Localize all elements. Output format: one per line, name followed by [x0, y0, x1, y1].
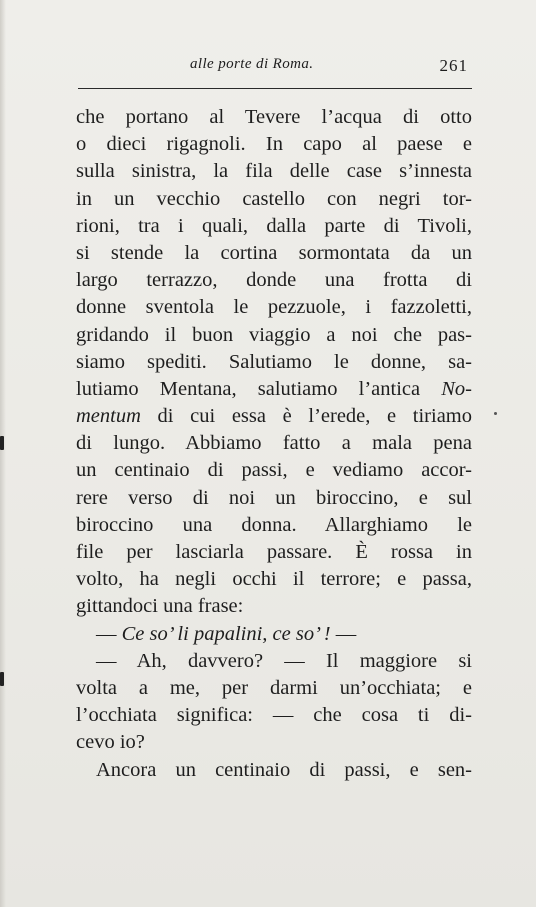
running-title: alle porte di Roma. — [190, 56, 314, 72]
text-line — [76, 675, 472, 702]
text-segment: donne sventola le pezzuole, i fazzoletti, — [76, 296, 472, 319]
text-line — [76, 240, 472, 267]
page-number: 261 — [439, 56, 468, 75]
page-header — [78, 56, 470, 82]
body-text — [76, 104, 472, 784]
text-line — [76, 702, 472, 729]
text-line — [76, 131, 472, 158]
binding-mark — [0, 436, 4, 450]
text-segment: file per lasciarla passare. È rossa in — [76, 541, 472, 563]
text-segment: si stende la cortina sormontata da un — [76, 241, 472, 264]
text-segment: rere verso di noi un biroccino, e sul — [76, 486, 472, 509]
text-segment: Ancora un centinaio di passi, e sen- — [96, 758, 472, 781]
text-segment: largo terrazzo, donde una frotta di — [76, 269, 472, 292]
text-line — [76, 267, 472, 294]
italic-text-segment: mentum — [76, 405, 141, 428]
text-segment: rioni, tra i quali, dalla parte di Tivoli, — [76, 214, 472, 237]
text-line — [76, 430, 472, 457]
text-line — [76, 186, 472, 213]
text-segment: in un vecchio castello con negri tor- — [76, 187, 472, 210]
text-line — [76, 593, 472, 620]
header-rule — [78, 88, 472, 89]
text-segment: che portano al Tevere l’acqua di otto — [76, 106, 472, 128]
text-line — [76, 158, 472, 185]
text-line — [76, 512, 472, 539]
text-segment: di lungo. Abbiamo fatto a mala pena — [76, 432, 472, 455]
italic-text-segment: No- — [441, 377, 472, 400]
text-segment: — — [330, 622, 357, 645]
text-segment: — Ah, davvero? — Il maggiore si — [96, 649, 472, 672]
text-segment: gridando il buon viaggio a noi che pas- — [76, 323, 472, 346]
text-segment: o dieci rigagnoli. In capo al paese e — [76, 133, 472, 156]
text-line — [76, 757, 472, 784]
text-line — [76, 349, 472, 376]
text-segment: sulla sinistra, la fila delle case s’innesta — [76, 160, 472, 183]
paper-speck — [494, 412, 497, 415]
text-segment: siamo spediti. Salutiamo le donne, sa- — [76, 350, 472, 373]
text-segment: biroccino una donna. Allarghiamo le — [76, 513, 472, 536]
text-line — [76, 457, 472, 484]
text-segment: un centinaio di passi, e vediamo accor- — [76, 459, 472, 482]
text-segment: gittandoci una frase: — [76, 595, 244, 618]
italic-text-segment: Ce so’ li papalini, ce so’ ! — [121, 622, 331, 645]
text-line — [76, 322, 472, 349]
text-line — [76, 729, 472, 756]
text-segment: l’occhiata significa: — che cosa ti di- — [76, 704, 472, 727]
text-line — [76, 648, 472, 675]
text-line — [76, 403, 472, 430]
page-edge-shadow — [0, 0, 6, 907]
text-line — [76, 294, 472, 321]
binding-mark — [0, 672, 4, 686]
text-line — [76, 539, 472, 566]
text-line — [76, 621, 472, 648]
text-segment: cevo io? — [76, 731, 145, 754]
text-segment: volta a me, per darmi un’occhiata; e — [76, 676, 472, 699]
text-segment: di cui essa è l’erede, e tiriamo — [140, 405, 472, 428]
text-line — [76, 213, 472, 240]
text-line — [76, 485, 472, 512]
text-line — [76, 566, 472, 593]
text-line — [76, 376, 472, 403]
text-line — [76, 104, 472, 131]
text-segment: volto, ha negli occhi il terrore; e passa, — [76, 568, 472, 591]
text-segment: lutiamo Mentana, salutiamo l’antica — [76, 377, 442, 400]
text-segment: — — [96, 622, 122, 645]
